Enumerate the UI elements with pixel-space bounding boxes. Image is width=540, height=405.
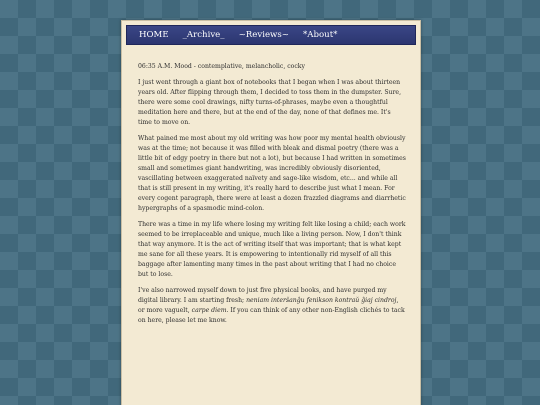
post-paragraph-4-esperanto-phrase: neniam interšanĝu fenikson kontraŭ ĝiaj cindroj bbox=[246, 297, 397, 304]
nav-archive-link[interactable]: _Archive_ bbox=[182, 30, 225, 40]
nav-about-link[interactable]: *About* bbox=[303, 30, 338, 40]
post-paragraph-4-text-a: I've also narrowed myself down to just five physical books, and have purged my digital library. I am starting fresh; bbox=[138, 287, 387, 304]
nav-reviews-link[interactable]: ~Reviews~ bbox=[238, 30, 289, 40]
post-paragraph-1: I just went through a giant box of notebooks that I began when I was about thirteen years old. After flipping through them, I decided to toss them in the dumpster. Sure, there were some cool drawings, nifty turns-of-phrases, maybe even a thoughtful meditation here and there, but at the end of the day, none of that defines me. It's time to move on. bbox=[138, 79, 402, 126]
nav-bar bbox=[126, 25, 416, 45]
post-mood-line: 06:35 A.M. Mood - contemplative, melancholic, cocky bbox=[138, 63, 305, 70]
post-paragraph-4-text-b: , or more vaguelt, bbox=[138, 297, 399, 314]
post-paragraph-4-text-c: . If you can think of any other non-English clichés to tack on here, please let me know. bbox=[138, 307, 405, 324]
post-paragraph-2: What pained me most about my old writing was how poor my mental health obviously was at the time; not because it was filled with bleak and dismal poetry (there was a little bit of edgy poetry in there but not a lot), but because I had written in sometimes small and sometimes giant handwriting, was incredibly obviously disoriented, vascillating between exaggerated naïvety and sage-like wisdom, etc... and while all that is still present in my writing, it's really hard to describe just what I mean. For every cogent paragraph, there were at least a dozen frazzled diagrams and diarrhetic hypergraphs of a spasmodic mind-colon. bbox=[138, 135, 406, 212]
blog-page bbox=[121, 20, 421, 405]
post-paragraph-4-latin-phrase: carpe diem bbox=[191, 307, 227, 314]
nav-home-link[interactable]: HOME bbox=[139, 30, 169, 40]
post-paragraph-4 bbox=[138, 286, 406, 326]
post-content bbox=[138, 62, 406, 332]
post-paragraph-3: There was a time in my life where losing my writing felt like losing a child; each work seemed to be irreplaceable and unique, much like a living person. Now, I don't think that way anymore. It is the act of writing itself that was important; that is what kept me sane for all these years. It is empowering to intentionally rid myself of all this baggage after lamenting many times in the past about writing that I had no choice but to lose. bbox=[138, 221, 406, 278]
